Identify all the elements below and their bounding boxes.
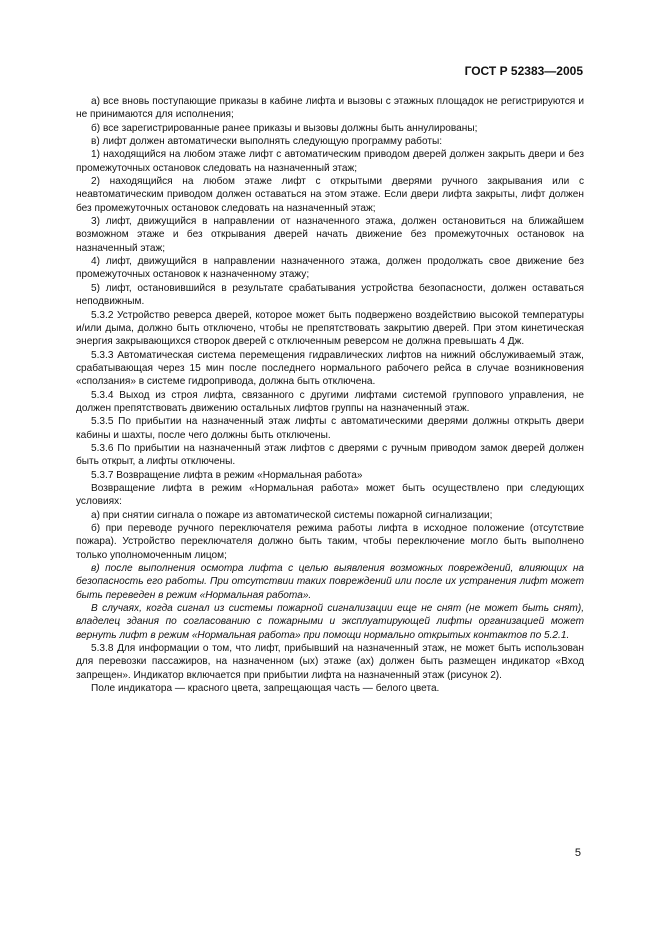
paragraph: 5.3.4 Выход из строя лифта, связанного с другими лифтами системой группового управления, не должен препятствовать движению остальных лифтов группы на назначенный этаж. xyxy=(76,389,584,414)
paragraph: 5.3.8 Для информации о том, что лифт, прибывший на назначенный этаж, не может быть использован для перевозки пассажиров, на назначенном (ых) этаже (ах) должен быть размещен индикатор «Вход запрещен». Индикатор включается при прибытии лифта на назначенный этаж (рисунок 2). xyxy=(76,643,584,681)
paragraph-italic: в) после выполнения осмотра лифта с целью выявления возможных повреждений, влияющих на безопасность его работы. При отсутствии таких повреждений или после их устранения лифт может быть переведен в режим «Нормальная работа». xyxy=(76,563,584,601)
paragraph: б) при переводе ручного переключателя режима работы лифта в исходное положение (отсутствие пожара). Устройство переключателя должно быть таким, чтобы переключение могло быть выполнено только уполномоченным лицом; xyxy=(76,523,584,561)
paragraph: б) все зарегистрированные ранее приказы и вызовы должны быть аннулированы; xyxy=(91,122,478,134)
paragraph: Поле индикатора — красного цвета, запрещающая часть — белого цвета. xyxy=(91,683,440,695)
paragraph: Возвращение лифта в режим «Нормальная работа» может быть осуществлено при следующих условиях: xyxy=(76,482,584,508)
page-number: 5 xyxy=(574,847,581,859)
paragraph: 5.3.6 По прибытии на назначенный этаж лифтов с дверями с ручным приводом замок дверей должен быть открыт, а лифты отключены. xyxy=(76,442,584,468)
document-body xyxy=(76,95,584,695)
paragraph: а) при снятии сигнала о пожаре из автоматической системы пожарной сигнализации; xyxy=(91,509,493,521)
paragraph: 5.3.2 Устройство реверса дверей, которое может быть подвержено воздействию высокой температуры и/или дыма, должно быть отключено, чтобы не препятствовать закрытию дверей. При этом кинетическая энергия закрывающихся створок дверей с отключенным реверсом не должна превышать 4 Дж. xyxy=(76,309,584,348)
paragraph: 5.3.3 Автоматическая система перемещения гидравлических лифтов на нижний обслуживаемый этаж, срабатывающая через 15 мин после последнего нормального рабочего рейса в случае возникновения «сползания» в системе гидропривода, должна быть отключена. xyxy=(76,349,584,388)
paragraph: а) все вновь поступающие приказы в кабине лифта и вызовы с этажных площадок не регистрируются и не принимаются для исполнения; xyxy=(76,96,584,121)
paragraph: 2) находящийся на любом этаже лифт с открытыми дверями ручного закрывания или с неавтоматическим приводом должен оставаться на этом этаже. Если двери лифта закрыты, лифт должен без промежуточных остановок следовать на назначенный этаж; xyxy=(76,176,584,214)
document-code: ГОСТ Р 52383—2005 xyxy=(464,64,583,78)
paragraph: 1) находящийся на любом этаже лифт с автоматическим приводом дверей должен закрыть двери и без промежуточных остановок следовать на назначенный этаж; xyxy=(76,149,584,174)
paragraph-italic: В случаях, когда сигнал из системы пожарной сигнализации еще не снят (не может быть снят), владелец здания по согласованию с пожарными и эксплуатирующей лифты организацией может вернуть лифт в режим «Нормальная работа» при помощи нормально открытых контактов по 5.2.1. xyxy=(76,603,584,641)
paragraph: 5.3.5 По прибытии на назначенный этаж лифты с автоматическими дверями должны открыть двери кабины и шахты, после чего должны быть отключены. xyxy=(76,416,584,441)
paragraph: 5) лифт, остановившийся в результате срабатывания устройства безопасности, должен оставаться неподвижным. xyxy=(76,282,584,308)
paragraph: 4) лифт, движущийся в направлении назначенного этажа, должен продолжать свое движение без промежуточных остановок к назначенному этажу; xyxy=(76,256,584,281)
paragraph: в) лифт должен автоматически выполнять следующую программу работы: xyxy=(91,136,443,148)
paragraph: 3) лифт, движущийся в направлении от назначенного этажа, должен остановиться на ближайшем возможном этаже и без открывания дверей начать движение без промежуточных остановок на назначенный этаж; xyxy=(76,216,584,254)
paragraph: 5.3.7 Возвращение лифта в режим «Нормальная работа» xyxy=(91,469,363,481)
